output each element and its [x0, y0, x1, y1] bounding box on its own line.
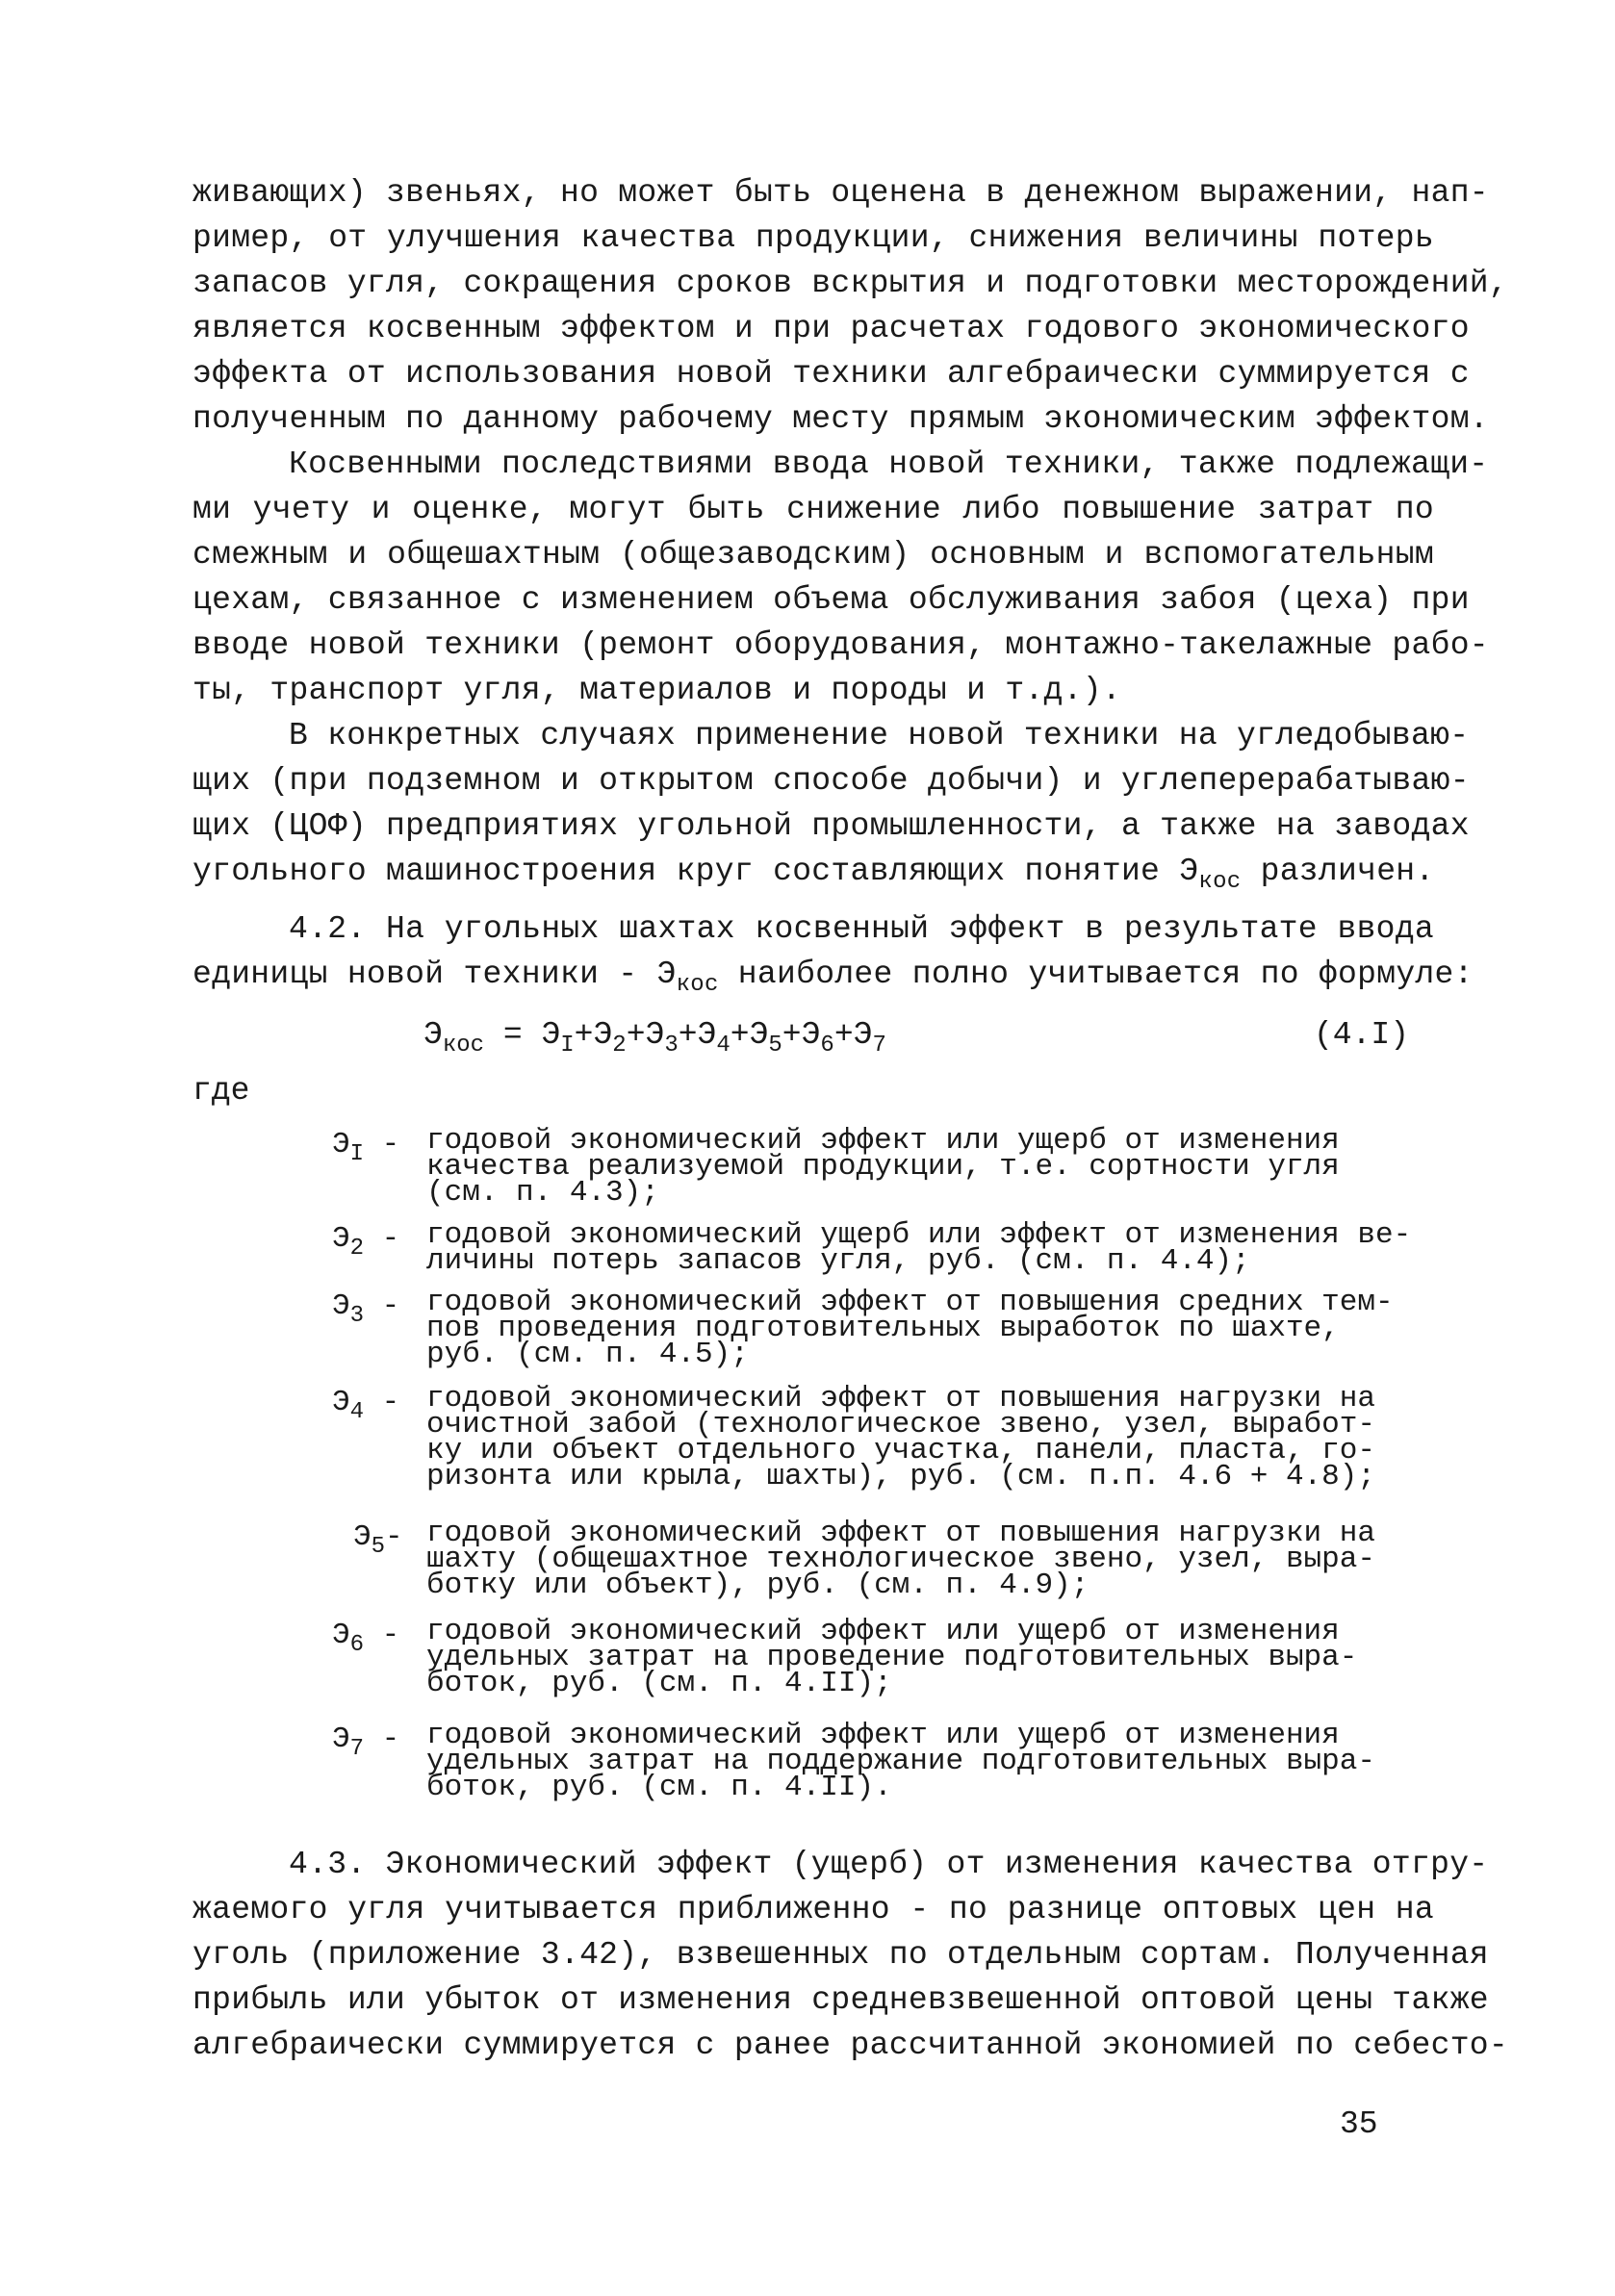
subscript: 7 [872, 1033, 886, 1059]
definition-text [426, 1382, 1432, 1493]
definition-dash: - [385, 1520, 403, 1554]
definition-line: пов проведения подготовительных выработок по шахте, [426, 1312, 1340, 1345]
where-label: где [192, 1073, 250, 1109]
definition-line: удельных затрат на проведение подготовительных выра- [426, 1641, 1358, 1674]
formula-lhs: Э [423, 1017, 443, 1053]
definition-line: годовой экономический эффект или ущерб от изменения [426, 1719, 1340, 1752]
text-line: Косвенными последствиями ввода новой техники, также подлежащи- [289, 446, 1489, 482]
subscript: 2 [349, 1236, 365, 1262]
subscript: кос [676, 972, 719, 998]
subscript: 7 [349, 1736, 365, 1762]
definition-dash: - [364, 1619, 400, 1652]
definition-text [426, 1218, 1432, 1278]
formula-4-1 [423, 1012, 886, 1058]
subscript: кос [442, 1033, 485, 1059]
definition-dash: - [364, 1386, 400, 1419]
formula-term-symbol: Э [749, 1017, 769, 1053]
text-fragment: различен. [1241, 854, 1435, 889]
definition-symbol [332, 1386, 400, 1425]
definition-symbol [332, 1128, 400, 1167]
formula-operator: + [730, 1017, 750, 1053]
text-line: цехам, связанное с изменением объема обслуживания забоя (цеха) при [192, 582, 1470, 618]
definition-line: годовой экономический эффект от повышения нагрузки на [426, 1382, 1375, 1416]
definition-line: годовой экономический ущерб или эффект от изменения ве- [426, 1218, 1412, 1252]
subscript: 4 [349, 1399, 365, 1425]
formula-operator: + [678, 1017, 698, 1053]
text-line: В конкретных случаях применение новой техники на угледобываю- [289, 718, 1470, 753]
formula-term-symbol: Э [645, 1017, 665, 1053]
definition-dash: - [364, 1222, 400, 1256]
definition-line: шахту (общешахтное технологическое звено, узел, выра- [426, 1543, 1375, 1576]
subscript: 6 [820, 1033, 834, 1059]
subscript: I [560, 1033, 575, 1059]
formula-term-symbol: Э [801, 1017, 821, 1053]
text-line: щих (при подземном и открытом способе добычи) и углеперерабатываю- [192, 763, 1470, 799]
text-line: алгебраически суммируется с ранее рассчитанной экономией по себесто- [192, 2028, 1509, 2063]
definition-text [426, 1124, 1432, 1210]
text-line: уголь (приложение 3.42), взвешенных по отдельным сортам. Полученная [192, 1937, 1489, 1973]
definition-line: ку или объект отдельного участка, панели, пласта, го- [426, 1434, 1375, 1467]
definition-line: годовой экономический эффект или ущерб от изменения [426, 1615, 1340, 1648]
definition-line: личины потерь запасов угля, руб. (см. п. 4.4); [426, 1244, 1250, 1278]
text-line [192, 849, 1434, 894]
definition-line: годовой экономический эффект или ущерб от изменения [426, 1124, 1340, 1158]
definition-line: годовой экономический эффект от повышения нагрузки на [426, 1517, 1375, 1550]
text-line: ример, от улучшения качества продукции, снижения величины потерь [192, 220, 1434, 256]
definition-text [426, 1286, 1432, 1371]
text-line: полученным по данному рабочему месту прямым экономическим эффектом. [192, 401, 1489, 437]
symbol-base: Э [332, 1222, 350, 1256]
page-number: 35 [1340, 2106, 1378, 2142]
formula-term-symbol: Э [541, 1017, 561, 1053]
definition-line: очистной забой (технологическое звено, узел, выработ- [426, 1408, 1375, 1441]
formula-number: (4.I) [1314, 1017, 1410, 1053]
subscript: 3 [349, 1303, 365, 1329]
formula-operator: + [833, 1017, 854, 1053]
definition-symbol [332, 1222, 400, 1262]
text-line: щих (ЦОФ) предприятиях угольной промышленности, а также на заводах [192, 808, 1470, 844]
symbol-base: Э [353, 1520, 372, 1554]
definition-symbol [332, 1722, 400, 1762]
formula-equals: = [484, 1017, 542, 1053]
text-line: ты, транспорт угля, материалов и породы и т.д.). [192, 673, 1121, 708]
symbol-base: Э [332, 1128, 350, 1161]
text-line [192, 952, 1474, 998]
text-fragment: наиболее полно учитывается по формуле: [718, 957, 1474, 992]
text-line: живающих) звеньях, но может быть оценена в денежном выражении, нап- [192, 175, 1489, 211]
definition-line: ботку или объект), руб. (см. п. 4.9); [426, 1569, 1089, 1602]
symbol-base: Э [332, 1386, 350, 1419]
text-line: жаемого угля учитывается приближенно - по разнице оптовых цен на [192, 1892, 1434, 1927]
definition-text [426, 1719, 1432, 1804]
definition-symbol [332, 1619, 400, 1658]
text-line: является косвенным эффектом и при расчетах годового экономического [192, 311, 1470, 346]
definition-line: ризонта или крыла, шахты), руб. (см. п.п. 4.6 + 4.8); [426, 1460, 1375, 1493]
text-line: вводе новой техники (ремонт оборудования, монтажно-такелажные рабо- [192, 627, 1489, 663]
text-line: запасов угля, сокращения сроков вскрытия и подготовки месторождений, [192, 266, 1509, 301]
subscript: 4 [716, 1033, 731, 1059]
symbol-base: Э [332, 1619, 350, 1652]
definition-symbol [353, 1520, 403, 1560]
definition-line: (см. п. 4.3); [426, 1176, 659, 1210]
definition-line: боток, руб. (см. п. 4.II); [426, 1667, 892, 1700]
formula-term-symbol: Э [853, 1017, 873, 1053]
definition-dash: - [364, 1128, 400, 1161]
formula-terms [541, 1017, 886, 1059]
subscript: кос [1198, 869, 1242, 895]
text-line: смежным и общешахтным (общезаводским) основным и вспомогательным [192, 537, 1434, 573]
formula-operator: + [574, 1017, 594, 1053]
subscript: 3 [664, 1033, 679, 1059]
text-line: 4.2. На угольных шахтах косвенный эффект в результате ввода [289, 911, 1434, 947]
subscript: 5 [371, 1534, 386, 1560]
definition-line: удельных затрат на поддержание подготовительных выра- [426, 1745, 1375, 1778]
definition-dash: - [364, 1289, 400, 1323]
subscript: 6 [349, 1632, 365, 1658]
formula-term-symbol: Э [593, 1017, 613, 1053]
text-fragment: угольного машиностроения круг составляющих понятие Э [192, 854, 1199, 889]
definition-line: руб. (см. п. 4.5); [426, 1338, 749, 1371]
definition-text [426, 1615, 1432, 1700]
subscript: 5 [768, 1033, 782, 1059]
text-line: прибыль или убыток от изменения средневзвешенной оптовой цены также [192, 1982, 1489, 2018]
formula-term-symbol: Э [697, 1017, 717, 1053]
subscript: I [349, 1141, 365, 1167]
definition-dash: - [364, 1722, 400, 1756]
formula-operator: + [782, 1017, 802, 1053]
text-fragment: единицы новой техники - Э [192, 957, 677, 992]
definition-line: качества реализуемой продукции, т.е. сортности угля [426, 1150, 1340, 1184]
symbol-base: Э [332, 1722, 350, 1756]
text-line: эффекта от использования новой техники алгебраически суммируется с [192, 356, 1470, 392]
definition-symbol [332, 1289, 400, 1329]
definition-text [426, 1517, 1432, 1602]
subscript: 2 [612, 1033, 627, 1059]
formula-operator: + [626, 1017, 646, 1053]
definition-line: годовой экономический эффект от повышения средних тем- [426, 1286, 1394, 1319]
text-line: ми учету и оценке, могут быть снижение либо повышение затрат по [192, 492, 1434, 527]
text-line: 4.3. Экономический эффект (ущерб) от изменения качества отгру- [289, 1847, 1489, 1882]
definition-line: боток, руб. (см. п. 4.II). [426, 1771, 892, 1804]
symbol-base: Э [332, 1289, 350, 1323]
